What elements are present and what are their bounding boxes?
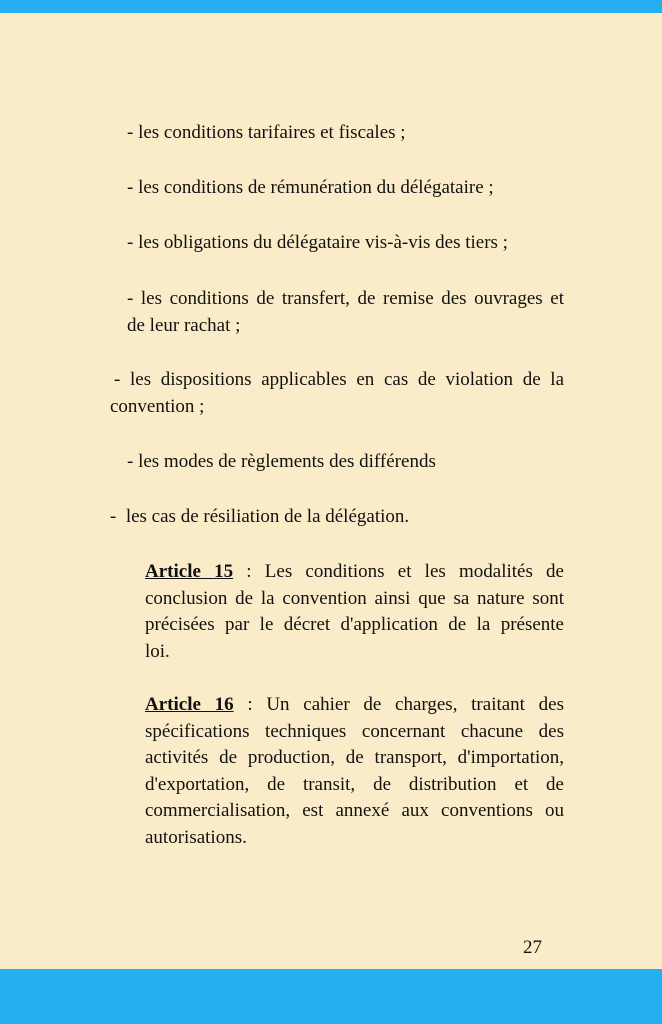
list-item-transfer-conditions-line1: - les conditions de transfert, de remise des ouvrages et <box>127 288 564 309</box>
article-16-line1 <box>145 692 564 719</box>
article-15-line3: précisées par le décret d'application de la présente <box>145 614 564 635</box>
list-item-violation-provisions <box>110 367 564 420</box>
page-number: 27 <box>523 937 542 958</box>
list-item-termination-cases: - les cas de résiliation de la délégation. <box>110 506 410 527</box>
article-15-line1-text: : Les conditions et les modalités de <box>233 561 564 582</box>
list-item-remuneration-conditions: - les conditions de rémunération du délégataire ; <box>127 177 494 198</box>
top-border-bar <box>0 0 662 13</box>
article-15-label: Article 15 <box>145 561 234 582</box>
list-item-transfer-conditions-line2: de leur rachat ; <box>127 314 241 336</box>
article-16-line1-text: : Un cahier de charges, traitant des <box>233 694 565 715</box>
bottom-border-bar <box>0 969 662 1024</box>
article-16-line3: activités de production, de transport, d'importation, <box>145 747 564 768</box>
list-item-tariff-conditions: - les conditions tarifaires et fiscales ; <box>127 122 406 143</box>
article-15-paragraph <box>145 559 564 665</box>
list-item-dispute-settlement: - les modes de règlements des différends <box>127 451 436 472</box>
article-16-line5: commercialisation, est annexé aux conventions ou <box>145 800 564 821</box>
list-item-third-party-obligations: - les obligations du délégataire vis-à-vis des tiers ; <box>127 232 508 253</box>
article-15-line4: loi. <box>145 640 170 662</box>
article-16-line2: spécifications techniques concernant chacune des <box>145 720 564 742</box>
list-item-violation-provisions-line1: - les dispositions applicables en cas de violation de la <box>114 369 564 390</box>
article-15-line2: conclusion de la convention ainsi que sa nature sont <box>145 587 564 609</box>
article-16-label: Article 16 <box>145 694 234 715</box>
list-item-violation-provisions-line2: convention ; <box>110 395 205 417</box>
article-16-line6: autorisations. <box>145 826 247 848</box>
article-15-line1 <box>145 559 564 586</box>
article-16-paragraph <box>145 692 564 851</box>
list-item-transfer-conditions <box>127 286 564 339</box>
article-16-line4: d'exportation, de transit, de distribution et de <box>145 773 564 795</box>
